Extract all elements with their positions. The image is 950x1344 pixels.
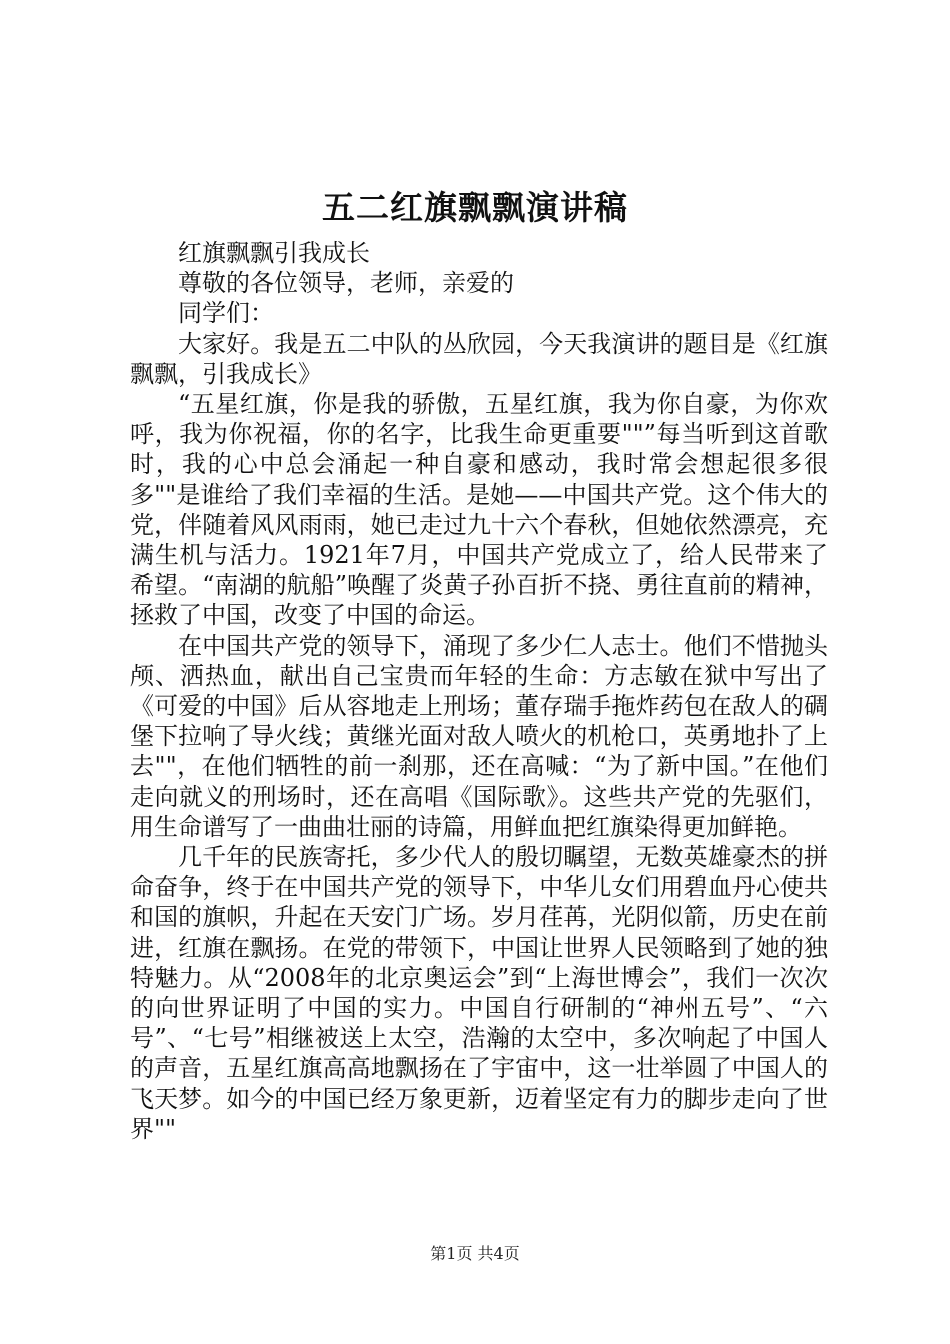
document-title: 五二红旗飘飘演讲稿 bbox=[322, 188, 628, 227]
page-number-footer: 第1页 共4页 bbox=[430, 1244, 520, 1263]
paragraph-body-1: “五星红旗，你是我的骄傲，五星红旗，我为你自豪，为你欢呼，我为你祝福，你的名字，比我生命更重要""”每当听到这首歌时，我的心中总会涌起一种自豪和感动，我时常会想起很多很多""是谁给了我们幸福的生活。是她——中国共产党。这个伟大的党，伴随着风风雨雨，她已走过九十六个春秋，但她依然漂亮，充满生机与活力。1921年7月，中国共产党成立了，给人民带来了希望。“南湖的航船”唤醒了炎黄子孙百折不挠、勇往直前的精神，拯救了中国，改变了中国的命运。 bbox=[130, 390, 828, 630]
paragraph-salutation-continued: 同学们： bbox=[178, 299, 274, 328]
paragraph-body-2: 在中国共产党的领导下，涌现了多少仁人志士。他们不惜抛头颅、洒热血，献出自己宝贵而年轻的生命：方志敏在狱中写出了《可爱的中国》后从容地走上刑场；董存瑞手拖炸药包在敌人的碉堡下拉响了导火线；黄继光面对敌人喷火的机枪口，英勇地扑了上去""，在他们牺牲的前一刹那，还在高喊：“为了新中国。”在他们走向就义的刑场时，还在高唱《国际歌》。这些共产党的先驱们，用生命谱写了一曲曲壮丽的诗篇，用鲜血把红旗染得更加鲜艳。 bbox=[130, 631, 828, 841]
paragraph-body-3: 几千年的民族寄托，多少代人的殷切瞩望，无数英雄豪杰的拼命奋争，终于在中国共产党的领导下，中华儿女们用碧血丹心使共和国的旗帜，升起在天安门广场。岁月荏苒，光阴似箭，历史在前进，红旗在飘扬。在党的带领下，中国让世界人民领略到了她的独特魅力。从“2008年的北京奥运会”到“上海世博会”，我们一次次的向世界证明了中国的实力。中国自行研制的“神州五号”、“六号”、“七号”相继被送上太空，浩瀚的太空中，多次响起了中国人的声音，五星红旗高高地飘扬在了宇宙中，这一壮举圆了中国人的飞天梦。如今的中国已经万象更新，迈着坚定有力的脚步走向了世界"" bbox=[130, 843, 828, 1143]
document-body bbox=[130, 238, 828, 1144]
paragraph-introduction: 大家好。我是五二中队的丛欣园，今天我演讲的题目是《红旗飘飘，引我成长》 bbox=[130, 329, 828, 388]
paragraph-salutation: 尊敬的各位领导，老师，亲爱的 bbox=[178, 269, 514, 298]
paragraph-subtitle: 红旗飘飘引我成长 bbox=[178, 239, 370, 267]
